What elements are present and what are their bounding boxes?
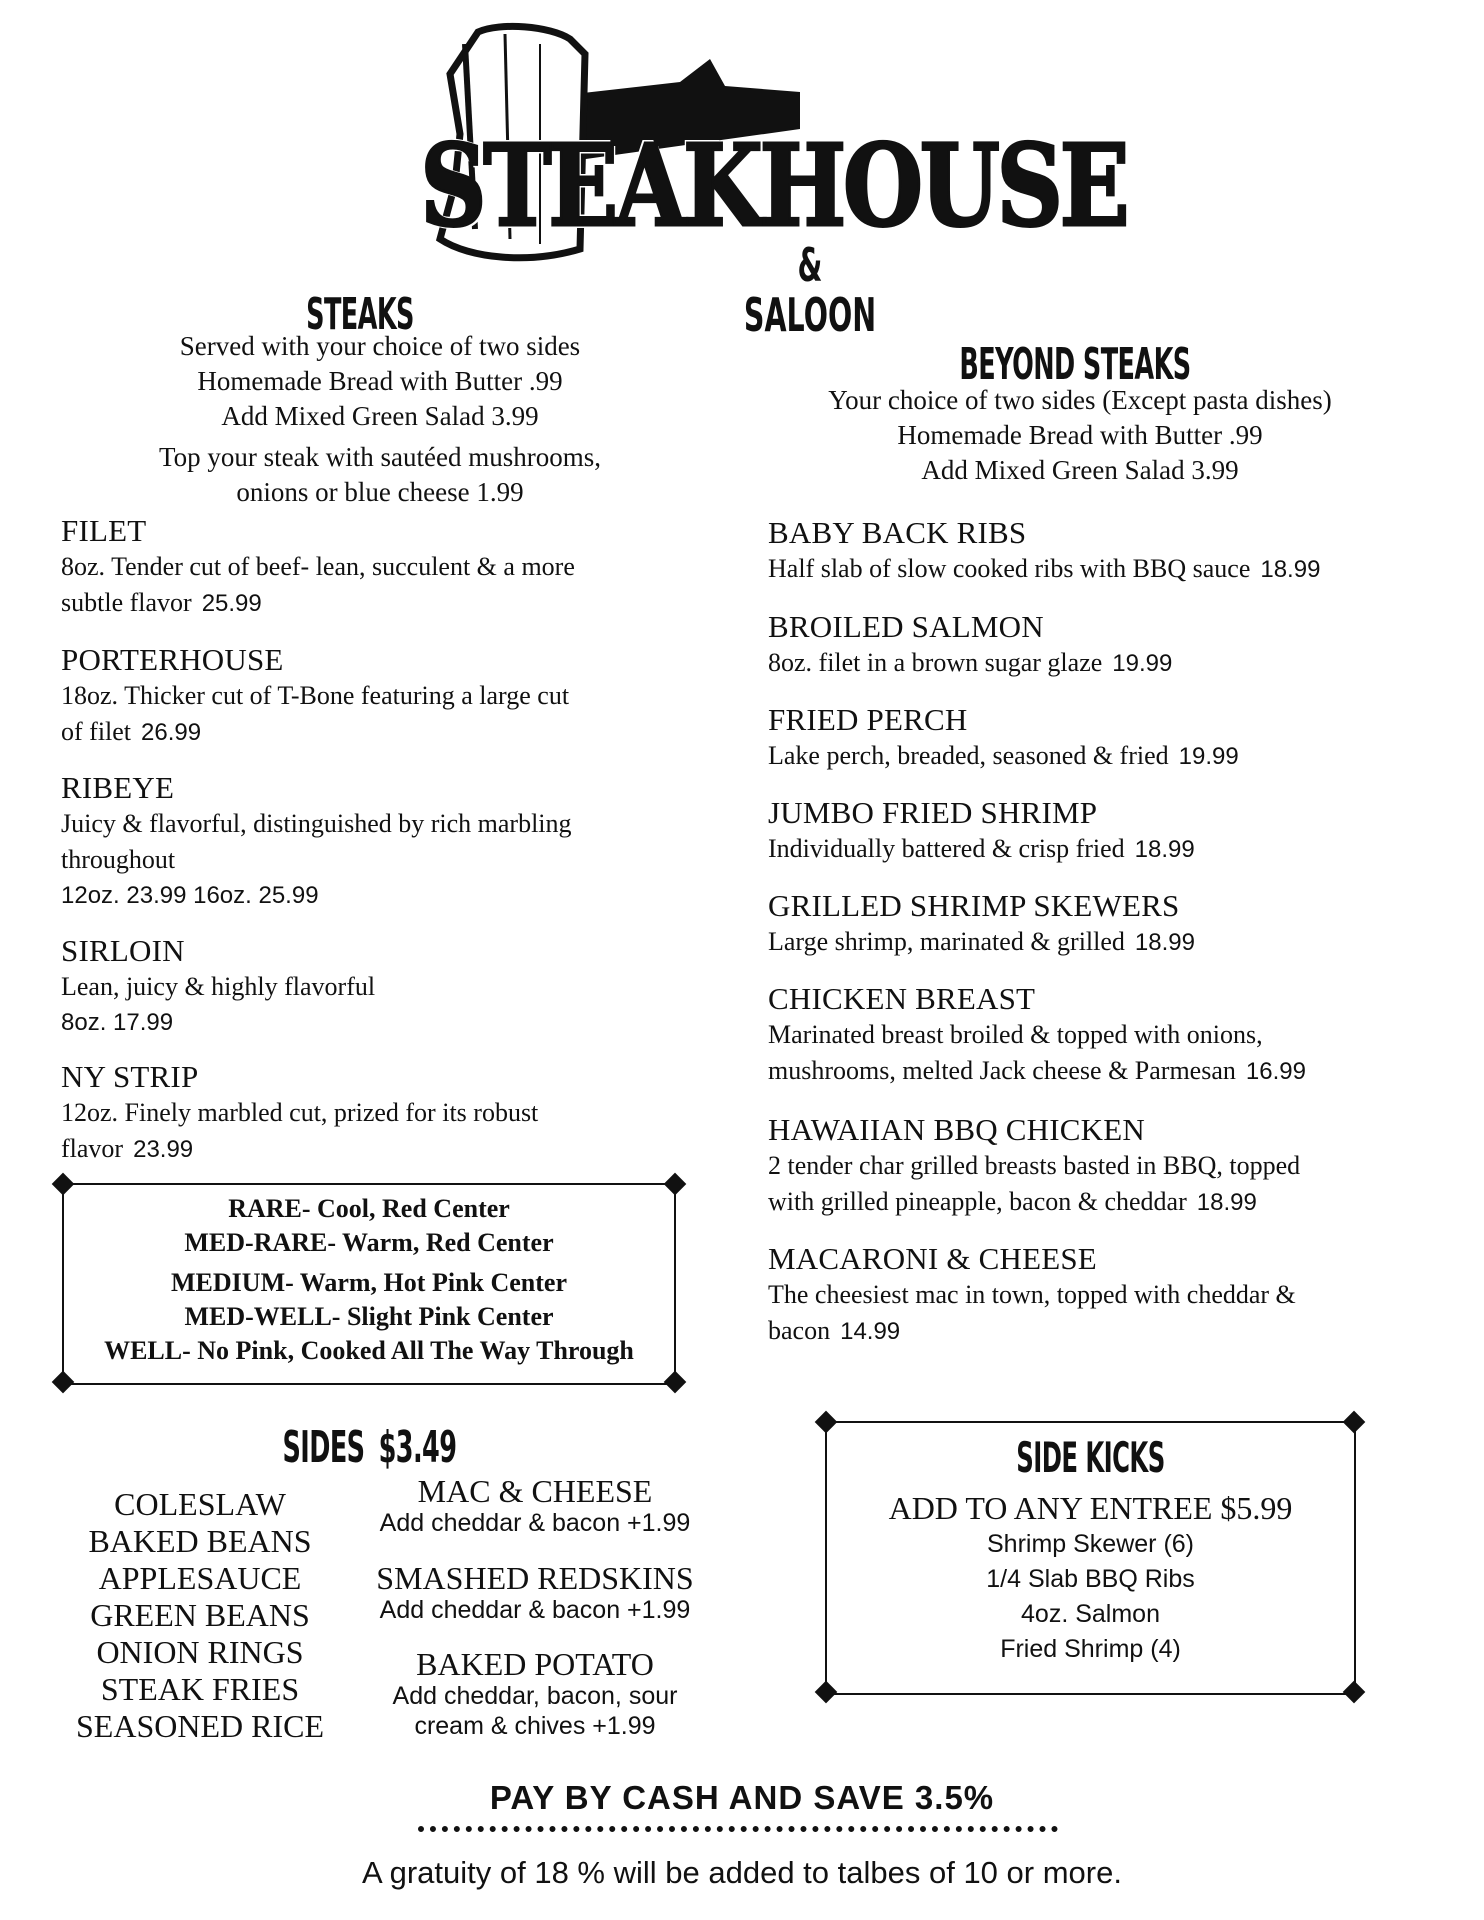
item-desc: 2 tender char grilled breasts basted in BBQ, topped (768, 1151, 1301, 1180)
item-name: HAWAIIAN BBQ CHICKEN (768, 1112, 1145, 1147)
item-name: FILET (61, 513, 147, 548)
side-item: COLESLAW (114, 1486, 286, 1522)
topping-line: Top your steak with sautéed mushrooms, (158, 442, 602, 472)
item-price: 19.99 (1112, 650, 1173, 677)
item-name: BABY BACK RIBS (768, 515, 1027, 550)
temperature-box (62, 1183, 676, 1385)
menu-item-hawaiian-bbq-chicken (768, 1112, 1300, 1221)
topping-line: onions or blue cheese 1.99 (236, 477, 524, 507)
steaks-topping (20, 440, 740, 510)
side-upgrade-desc: cream & chives +1.99 (414, 1712, 656, 1740)
item-name: PORTERHOUSE (61, 642, 284, 677)
side-item: BAKED BEANS (88, 1523, 312, 1559)
item-desc: Juicy & flavorful, distinguished by rich marbling (61, 809, 572, 838)
item-name: GRILLED SHRIMP SKEWERS (768, 888, 1180, 923)
side-upgrade-desc: Add cheddar & bacon +1.99 (379, 1509, 691, 1537)
menu-item-porterhouse (61, 642, 569, 751)
side-item: STEAK FRIES (100, 1671, 300, 1707)
steaks-heading: STEAKS (306, 289, 414, 340)
menu-item-sirloin (61, 933, 375, 1041)
menu-item-jumbo-fried-shrimp (768, 795, 1195, 868)
item-price: 12oz. 23.99 16oz. 25.99 (61, 882, 319, 909)
temperature-line: MEDIUM- Warm, Hot Pink Center (171, 1268, 567, 1297)
logo (380, 14, 1127, 342)
item-desc: bacon (768, 1316, 831, 1345)
dotted-divider (418, 1826, 1058, 1832)
item-price: 18.99 (1134, 929, 1195, 956)
item-price: 8oz. 17.99 (61, 1009, 174, 1036)
intro-line: Add Mixed Green Salad 3.99 (221, 401, 539, 431)
side-upgrade-redskins (340, 1561, 730, 1625)
side-upgrade-desc: Add cheddar, bacon, sour (392, 1682, 678, 1710)
intro-line: Homemade Bread with Butter .99 (197, 366, 563, 396)
side-kick-item: Shrimp Skewer (6) (987, 1530, 1194, 1558)
side-item: ONION RINGS (96, 1634, 304, 1670)
item-name: MACARONI & CHEESE (768, 1241, 1097, 1276)
temperature-line: MED-WELL- Slight Pink Center (184, 1302, 554, 1331)
menu-item-fried-perch (768, 702, 1239, 775)
item-desc: 18oz. Thicker cut of T-Bone featuring a large cut (61, 681, 570, 710)
item-name: FRIED PERCH (768, 702, 968, 737)
item-desc: 8oz. filet in a brown sugar glaze (768, 648, 1103, 677)
item-desc: of filet (61, 717, 132, 746)
item-desc: mushrooms, melted Jack cheese & Parmesan (768, 1056, 1236, 1085)
item-desc: The cheesiest mac in town, topped with cheddar & (768, 1280, 1296, 1309)
steaks-intro (20, 329, 740, 434)
menu-item-macaroni-cheese (768, 1241, 1296, 1350)
gratuity-note: A gratuity of 18 % will be added to talbes of 10 or more. (362, 1855, 1122, 1890)
item-name: JUMBO FRIED SHRIMP (768, 795, 1098, 830)
side-kicks-lead: ADD TO ANY ENTREE $5.99 (888, 1490, 1293, 1526)
item-name: CHICKEN BREAST (768, 981, 1036, 1016)
item-name: SIRLOIN (61, 933, 185, 968)
item-desc: Half slab of slow cooked ribs with BBQ sauce (768, 554, 1251, 583)
brand-sub: & SALOON (743, 238, 877, 342)
beyond-heading: BEYOND STEAKS (959, 339, 1191, 390)
item-price: 23.99 (133, 1136, 194, 1163)
sides-heading (282, 1422, 457, 1473)
menu-item-chicken-breast (768, 981, 1306, 1090)
temperature-line: RARE- Cool, Red Center (228, 1194, 510, 1223)
beyond-intro (720, 383, 1440, 488)
menu-item-ny-strip (61, 1059, 538, 1168)
item-desc: throughout (61, 845, 176, 874)
menu-item-grilled-shrimp-skewers (768, 888, 1195, 961)
intro-line: Homemade Bread with Butter .99 (897, 420, 1263, 450)
item-price: 16.99 (1245, 1058, 1306, 1085)
side-upgrade-desc: Add cheddar & bacon +1.99 (379, 1596, 691, 1624)
menu-item-broiled-salmon (768, 609, 1172, 682)
item-name: RIBEYE (61, 770, 175, 805)
sides-list (50, 1486, 350, 1745)
side-kicks-heading: SIDE KICKS (1016, 1433, 1165, 1482)
intro-line: Add Mixed Green Salad 3.99 (921, 455, 1239, 485)
side-kick-item: 1/4 Slab BBQ Ribs (986, 1565, 1195, 1593)
intro-line: Your choice of two sides (Except pasta dishes) (828, 385, 1332, 415)
side-upgrade-name: BAKED POTATO (416, 1646, 654, 1682)
side-kick-item: 4oz. Salmon (1021, 1600, 1160, 1628)
item-name: BROILED SALMON (768, 609, 1044, 644)
item-desc: Lake perch, breaded, seasoned & fried (768, 741, 1169, 770)
cash-discount-note: PAY BY CASH AND SAVE 3.5% (489, 1779, 995, 1816)
side-upgrade-name: SMASHED REDSKINS (376, 1560, 694, 1596)
side-upgrade-baked-potato (340, 1647, 730, 1741)
side-item: APPLESAUCE (98, 1560, 302, 1596)
side-kicks-box (825, 1421, 1356, 1695)
item-price: 18.99 (1196, 1189, 1257, 1216)
menu-item-ribeye (61, 770, 572, 914)
item-name: NY STRIP (61, 1059, 199, 1094)
side-upgrade-name: MAC & CHEESE (417, 1473, 653, 1509)
temperature-line: WELL- No Pink, Cooked All The Way Through (104, 1336, 634, 1365)
item-desc: Marinated breast broiled & topped with onions, (768, 1020, 1263, 1049)
sides-title: SIDES (282, 1422, 365, 1473)
item-desc: Individually battered & crisp fried (768, 834, 1125, 863)
intro-line: Served with your choice of two sides (179, 331, 581, 361)
side-item: GREEN BEANS (90, 1597, 310, 1633)
item-price: 14.99 (840, 1318, 901, 1345)
item-desc: with grilled pineapple, bacon & cheddar (768, 1187, 1187, 1216)
item-price: 18.99 (1134, 836, 1195, 863)
side-kick-item: Fried Shrimp (4) (1000, 1635, 1181, 1663)
side-item: SEASONED RICE (75, 1708, 324, 1744)
menu-item-baby-back-ribs (768, 515, 1320, 588)
brand-name: STEAKHOUSE (420, 121, 1127, 252)
item-desc: 8oz. Tender cut of beef- lean, succulent & a more (61, 552, 575, 581)
item-desc: subtle flavor (61, 588, 192, 617)
item-price: 19.99 (1178, 743, 1239, 770)
item-price: 25.99 (201, 590, 262, 617)
temperature-line: MED-RARE- Warm, Red Center (184, 1228, 554, 1257)
item-price: 26.99 (141, 719, 202, 746)
side-upgrade-mac (340, 1474, 730, 1538)
menu-item-filet (61, 513, 575, 622)
sides-price: $3.49 (378, 1422, 457, 1473)
item-desc: flavor (61, 1134, 124, 1163)
item-desc: Lean, juicy & highly flavorful (61, 972, 376, 1001)
item-desc: 12oz. Finely marbled cut, prized for its robust (61, 1098, 539, 1127)
item-price: 18.99 (1260, 556, 1321, 583)
item-desc: Large shrimp, marinated & grilled (768, 927, 1125, 956)
